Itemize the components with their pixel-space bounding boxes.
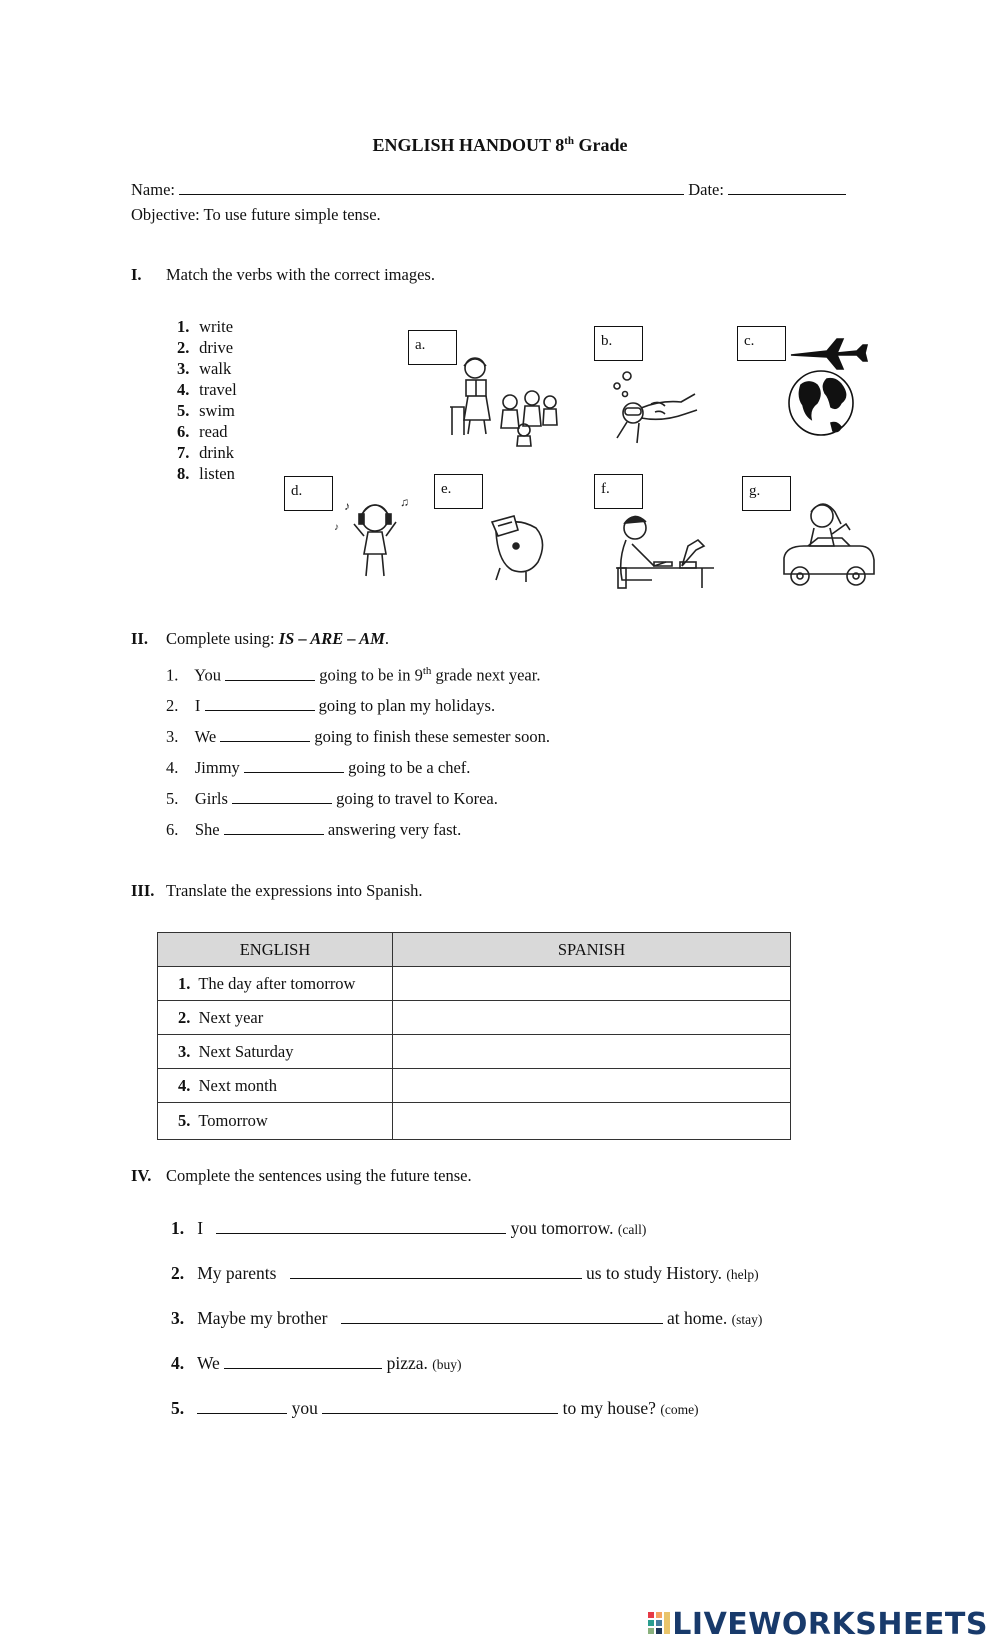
objective: Objective: To use future simple tense. xyxy=(131,205,381,224)
music-girl-picture xyxy=(330,490,420,580)
answer-blank[interactable] xyxy=(205,696,315,711)
answer-blank[interactable] xyxy=(224,1354,382,1369)
swimmer-picture xyxy=(605,368,705,453)
answer-blank[interactable] xyxy=(244,758,344,773)
answer-blank[interactable] xyxy=(290,1264,582,1279)
table-row: 4. Next month xyxy=(158,1069,791,1103)
answer-box-e[interactable]: e. xyxy=(434,474,483,509)
list-item: 5. you to my house? (come) xyxy=(171,1398,699,1418)
list-item: 1. You going to be in 9th grade next year. xyxy=(166,665,541,685)
table-row: 3. Next Saturday xyxy=(158,1035,791,1069)
date-field[interactable] xyxy=(728,180,846,195)
section1-instruction: Match the verbs with the correct images. xyxy=(166,265,435,284)
section2-instruction: Complete using: IS – ARE – AM. xyxy=(166,629,389,648)
spanish-answer-cell[interactable] xyxy=(393,1001,791,1035)
list-item: 4. Jimmy going to be a chef. xyxy=(166,758,471,777)
list-item: 8. listen xyxy=(177,464,235,483)
list-item: 4. We pizza. (buy) xyxy=(171,1353,462,1373)
list-item: 4. travel xyxy=(177,380,237,399)
liveworksheets-logo: LIVEWORKSHEETS xyxy=(648,1607,988,1642)
list-item: 3. Maybe my brother at home. (stay) xyxy=(171,1308,763,1328)
col-spanish: SPANISH xyxy=(393,933,791,967)
answer-blank[interactable] xyxy=(225,666,315,681)
writing-boy-picture xyxy=(610,510,715,590)
table-row: 5. Tomorrow xyxy=(158,1103,791,1140)
answer-blank[interactable] xyxy=(216,1219,506,1234)
section1-numeral: I. xyxy=(131,265,142,284)
answer-box-d[interactable]: d. xyxy=(284,476,333,511)
list-item: 6. She answering very fast. xyxy=(166,820,462,839)
list-item: 6. read xyxy=(177,422,228,441)
section2-numeral: II. xyxy=(131,629,148,648)
list-item: 3. walk xyxy=(177,359,232,378)
section4-instruction: Complete the sentences using the future tense. xyxy=(166,1166,472,1185)
date-label: Date: xyxy=(688,180,724,199)
answer-blank[interactable] xyxy=(341,1309,663,1324)
table-row: 1. The day after tomorrow xyxy=(158,967,791,1001)
verb-list xyxy=(177,316,237,484)
translation-table xyxy=(157,932,791,1140)
page-title: ENGLISH HANDOUT 8th Grade xyxy=(372,135,628,155)
name-field[interactable] xyxy=(179,180,684,195)
list-item: 2. My parents us to study History. (help) xyxy=(171,1263,759,1283)
driving-girl-picture xyxy=(778,498,878,593)
answer-box-a[interactable]: a. xyxy=(408,330,457,365)
reading-teacher-picture xyxy=(440,352,560,447)
section3-numeral: III. xyxy=(131,881,155,900)
answer-blank[interactable] xyxy=(322,1399,558,1414)
answer-blank[interactable] xyxy=(197,1399,287,1414)
svg-text:♪: ♪ xyxy=(344,499,350,513)
name-label: Name: xyxy=(131,180,175,199)
list-item: 2. drive xyxy=(177,338,234,357)
spanish-answer-cell[interactable] xyxy=(393,1035,791,1069)
answer-box-c[interactable]: c. xyxy=(737,326,786,361)
list-item: 5. swim xyxy=(177,401,235,420)
answer-blank[interactable] xyxy=(224,820,324,835)
liveworksheets-icon xyxy=(648,1610,672,1638)
list-item: 7. drink xyxy=(177,443,234,462)
table-row: 2. Next year xyxy=(158,1001,791,1035)
globe-plane-picture xyxy=(785,335,875,445)
svg-text:♪: ♪ xyxy=(334,522,339,533)
answer-blank[interactable] xyxy=(232,789,332,804)
list-item: 2. I going to plan my holidays. xyxy=(166,696,496,715)
drinking-boy-picture xyxy=(486,512,556,582)
col-english: ENGLISH xyxy=(158,933,393,967)
spanish-answer-cell[interactable] xyxy=(393,1103,791,1140)
answer-box-f[interactable]: f. xyxy=(594,474,643,509)
answer-box-b[interactable]: b. xyxy=(594,326,643,361)
spanish-answer-cell[interactable] xyxy=(393,967,791,1001)
spanish-answer-cell[interactable] xyxy=(393,1069,791,1103)
section4-numeral: IV. xyxy=(131,1166,152,1185)
list-item: 1. write xyxy=(177,317,234,336)
list-item: 1. I you tomorrow. (call) xyxy=(171,1218,647,1238)
answer-blank[interactable] xyxy=(220,727,310,742)
svg-text:♫: ♫ xyxy=(400,495,409,509)
answer-box-g[interactable]: g. xyxy=(742,476,791,511)
list-item: 3. We going to finish these semester soon. xyxy=(166,727,550,746)
section3-instruction: Translate the expressions into Spanish. xyxy=(166,881,423,900)
name-date-line xyxy=(131,180,846,200)
list-item: 5. Girls going to travel to Korea. xyxy=(166,789,498,808)
